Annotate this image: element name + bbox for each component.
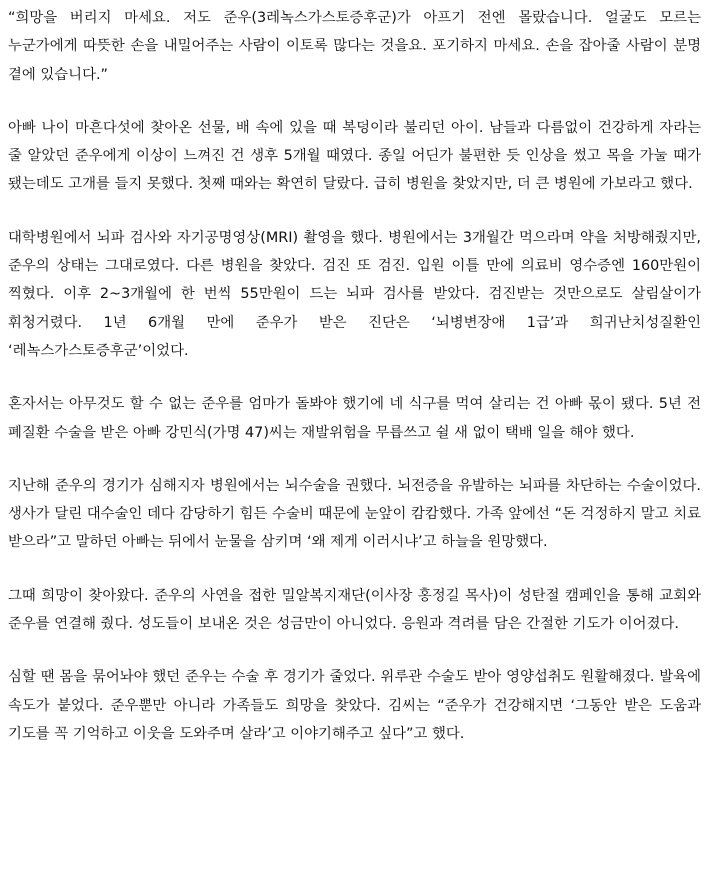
article-body xyxy=(8,4,701,748)
paragraph-diagnosis: 대학병원에서 뇌파 검사와 자기공명영상(MRI) 촬영을 했다. 병원에서는 3개월간 먹으라며 약을 처방해줬지만, 준우의 상태는 그대로였다. 다른 병원을 찾았다. 검진 또 검진. 입원 이틀 만에 의료비 영수증엔 160만원이 찍혔다. 이후 2~3개월에 한 번씩 55만원이 드는 뇌파 검사를 받았다. 검진받는 것만으로도 살림살이가 휘청거렸다. 1년 6개월 만에 준우가 받은 진단은 ‘뇌병변장애 1급’과 희귀난치성질환인 ‘레녹스가스토증후군’이었다. xyxy=(8,229,701,359)
paragraph-surgery: 지난해 준우의 경기가 심해지자 병원에서는 뇌수술을 권했다. 뇌전증을 유발하는 뇌파를 차단하는 수술이었다. 생사가 달린 대수술인 데다 감당하기 힘든 수술비 때문에 눈앞이 캄캄했다. 가족 앞에선 “돈 걱정하지 말고 치료 받으라”고 말하던 아빠는 뒤에서 눈물을 삼키며 ‘왜 제게 이러시냐’고 하늘을 원망했다. xyxy=(8,477,701,551)
paragraph-birth: 아빠 나이 마흔다섯에 찾아온 선물, 배 속에 있을 때 복덩이라 불리던 아이. 남들과 다름없이 건강하게 자라는 줄 알았던 준우에게 이상이 느껴진 건 생후 5개월 때였다. 종일 어딘가 불편한 듯 인상을 썼고 목을 가눌 때가 됐는데도 고개를 들지 못했다. 첫째 때와는 확연히 달랐다. 급히 병원을 찾았지만, 더 큰 병원에 가보라고 했다. xyxy=(8,119,701,193)
paragraph-father: 혼자서는 아무것도 할 수 없는 준우를 엄마가 돌봐야 했기에 네 식구를 먹여 살리는 건 아빠 몫이 됐다. 5년 전 폐질환 수술을 받은 아빠 강민식(가명 47)씨는 재발위험을 무릅쓰고 쉴 새 없이 택배 일을 해야 했다. xyxy=(8,396,701,441)
paragraph-hope: 그때 희망이 찾아왔다. 준우의 사연을 접한 밀알복지재단(이사장 홍정길 목사)이 성탄절 캠페인을 통해 교회와 준우를 연결해 줬다. 성도들이 보내온 것은 성금만이 아니었다. 응원과 격려를 담은 간절한 기도가 이어졌다. xyxy=(8,587,701,633)
paragraph-quote: “희망을 버리지 마세요. 저도 준우(3레녹스가스토증후군)가 아프기 전엔 몰랐습니다. 얼굴도 모르는 누군가에게 따뜻한 손을 내밀어주는 사람이 이토록 많다는 것을요. 포기하지 마세요. 손을 잡아줄 사람이 분명 곁에 있습니다.” xyxy=(8,10,701,83)
paragraph-recovery: 심할 땐 몸을 묶어놔야 했던 준우는 수술 후 경기가 줄었다. 위루관 수술도 받아 영양섭취도 원활해졌다. 발육에 속도가 붙었다. 준우뿐만 아니라 가족들도 희망을 찾았다. 김씨는 “준우가 건강해지면 ‘그동안 받은 도움과 기도를 꼭 기억하고 이웃을 도와주며 살라’고 이야기해주고 싶다”고 했다. xyxy=(8,669,701,742)
